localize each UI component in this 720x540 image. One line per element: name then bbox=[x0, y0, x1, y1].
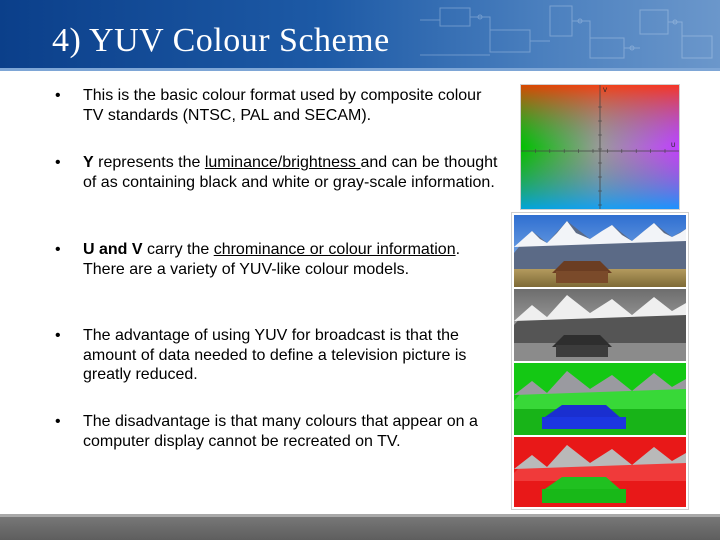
bullet-text bbox=[83, 327, 466, 383]
uv-axis-v-label: V bbox=[603, 87, 608, 94]
bullet-text-run: carry the bbox=[142, 241, 214, 258]
yuv-channel-photo-stack bbox=[511, 212, 689, 510]
photo-full-colour bbox=[514, 215, 686, 287]
bullet-text bbox=[83, 154, 498, 191]
bullet-text bbox=[83, 87, 481, 124]
bullet-text-run: represents the bbox=[93, 154, 205, 171]
bullet-text-run: The disadvantage is that many colours that appear on a computer display cannot be recreated on TV. bbox=[83, 413, 478, 450]
bullet-text bbox=[83, 241, 460, 278]
bullet-text-run: Y bbox=[83, 154, 94, 171]
bullet-text-run: . There are a variety of YUV-like colour models. bbox=[83, 241, 461, 278]
photo-v-channel bbox=[514, 437, 686, 507]
slide-footer-bar bbox=[0, 514, 720, 540]
bullet-text-run: The advantage of using YUV for broadcast is that the amount of data needed to define a television picture is greatly reduced. bbox=[83, 327, 467, 383]
bullet-list bbox=[55, 86, 500, 482]
uv-axis-u-label: U bbox=[671, 142, 676, 149]
header-divider bbox=[0, 68, 720, 71]
bullet-text bbox=[83, 413, 478, 450]
bullet-item bbox=[55, 412, 500, 482]
photo-u-channel bbox=[514, 363, 686, 435]
bullet-text-run: This is the basic colour format used by composite colour TV standards (NTSC, PAL and SECAM). bbox=[83, 87, 482, 124]
photo-luminance-y bbox=[514, 289, 686, 361]
bullet-dot: • bbox=[55, 87, 61, 104]
bullet-dot: • bbox=[55, 327, 61, 344]
bullet-dot: • bbox=[55, 413, 61, 430]
bullet-dot: • bbox=[55, 241, 61, 258]
bullet-item bbox=[55, 86, 500, 153]
bullet-text-run: chrominance or colour information bbox=[213, 241, 456, 258]
bullet-text-run: U and V bbox=[83, 241, 143, 258]
uv-colour-plane bbox=[520, 84, 680, 210]
bullet-item bbox=[55, 326, 500, 412]
bullet-dot: • bbox=[55, 154, 61, 171]
bullet-item bbox=[55, 240, 500, 326]
bullet-text-run: and can be thought of as containing black and white or gray-scale information. bbox=[83, 154, 498, 191]
bullet-text-run: luminance/brightness bbox=[204, 154, 361, 171]
slide-header bbox=[0, 0, 720, 68]
bullet-item bbox=[55, 153, 500, 240]
slide-title: 4) YUV Colour Scheme bbox=[52, 22, 390, 59]
circuit-pattern-decoration bbox=[420, 0, 720, 68]
